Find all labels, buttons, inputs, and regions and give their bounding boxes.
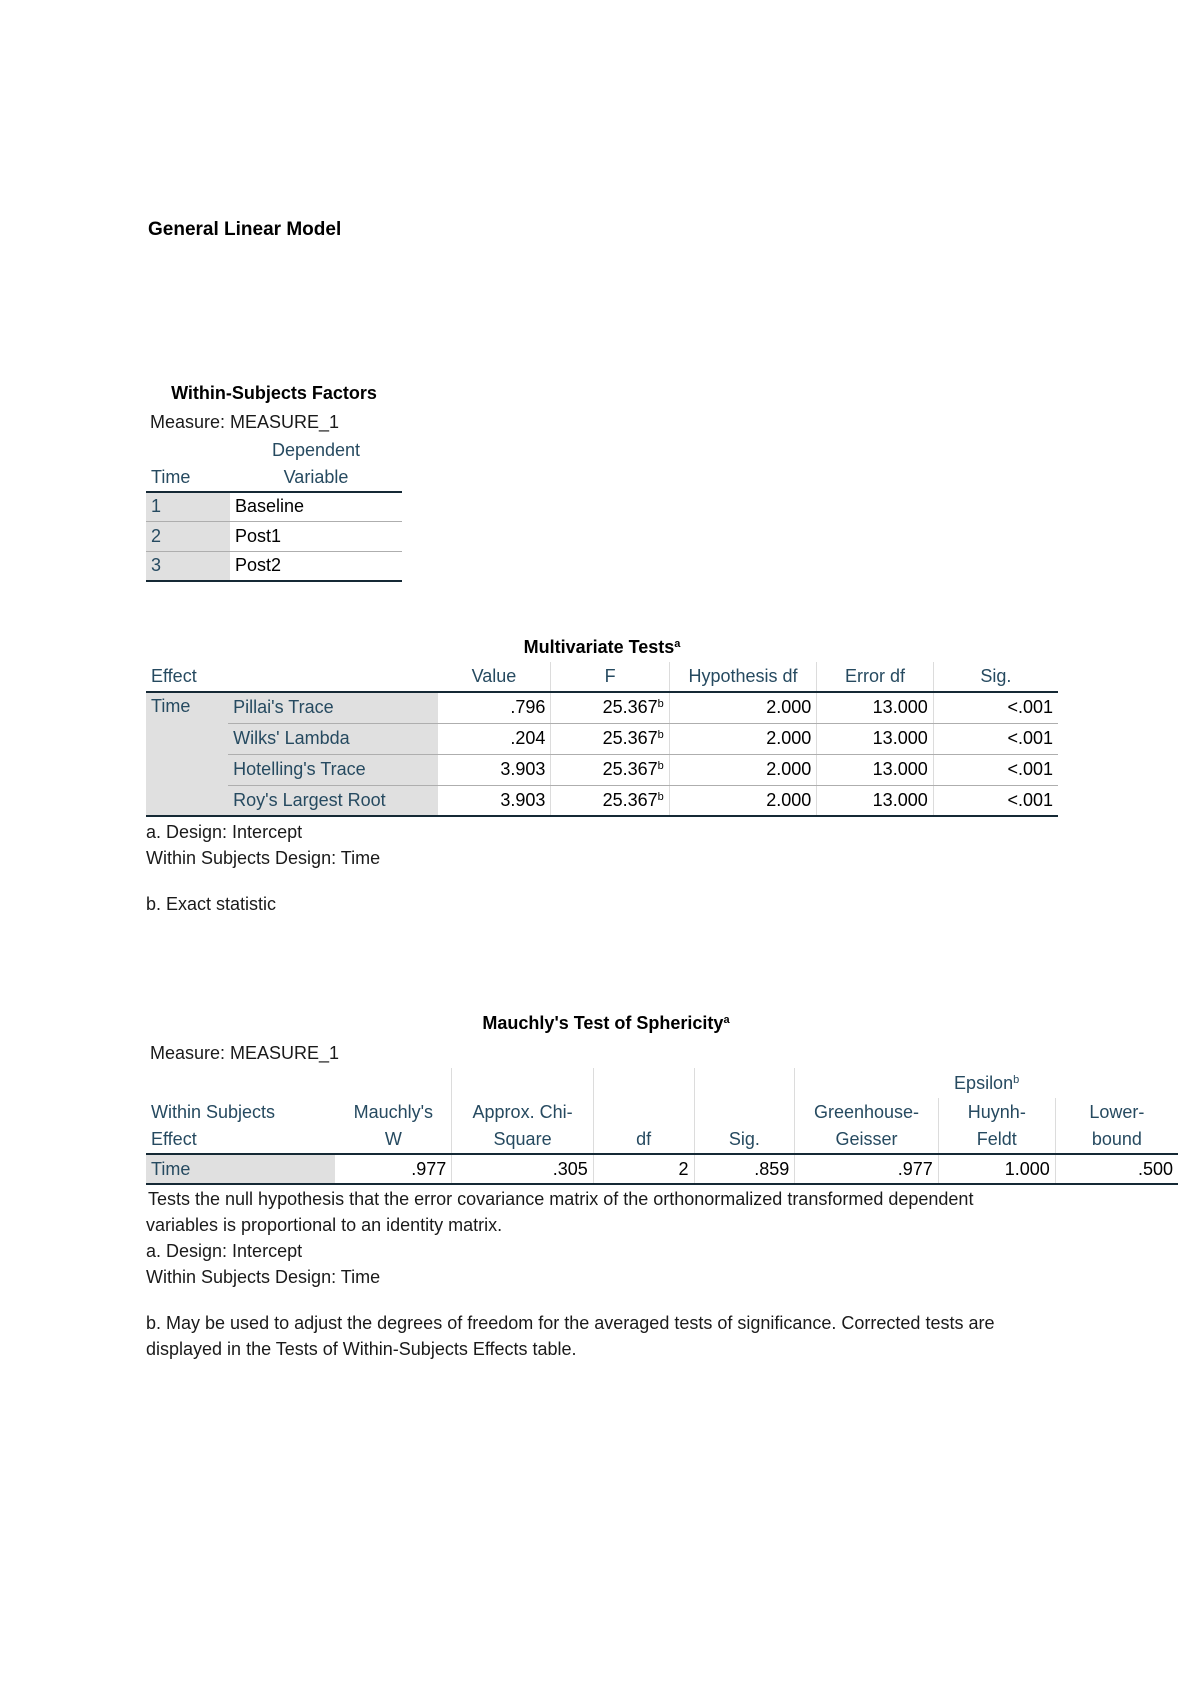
mauchly-gg-cell: .977: [795, 1154, 939, 1184]
mv-sig-cell: <.001: [933, 723, 1058, 754]
mauchly-footnote-a2: Within Subjects Design: Time: [146, 1267, 381, 1287]
mauchly-footnote-b2: displayed in the Tests of Within-Subjects Effects table.: [146, 1339, 577, 1359]
mv-col-effect: Effect: [151, 666, 197, 686]
table-row: [146, 754, 1058, 785]
mv-sig-cell: <.001: [933, 692, 1058, 723]
mv-f-cell: 25.367$^b$: [551, 754, 669, 785]
wsf-var-cell: Post1: [230, 521, 402, 551]
mv-footnote-b: b. Exact statistic: [146, 894, 277, 914]
mv-hyp-df-cell: 2.000: [669, 692, 816, 723]
mauchly-col-chi-2: Square: [452, 1126, 593, 1154]
mv-footnote-a1: a. Design: Intercept: [146, 822, 303, 842]
mv-hyp-df-cell: 2.000: [669, 785, 816, 816]
wsf-col-time: Time: [151, 467, 191, 487]
mv-f-cell: 25.367$^b$: [551, 692, 669, 723]
mauchly-col-effect-2: Effect: [151, 1129, 197, 1149]
mauchly-col-gg-2: Geisser: [795, 1126, 939, 1154]
mv-test-cell: Hotelling's Trace: [228, 754, 437, 785]
table-row: [146, 521, 402, 551]
mv-hyp-df-cell: 2.000: [669, 754, 816, 785]
mv-col-sig: Sig.: [980, 666, 1012, 686]
mv-f-cell: 25.367$^b$: [551, 785, 669, 816]
wsf-var-cell: Baseline: [230, 492, 402, 521]
wsf-table: [146, 436, 402, 582]
mv-hyp-df-cell: 2.000: [669, 723, 816, 754]
mauchly-col-sig: Sig.: [694, 1126, 795, 1154]
mv-value-cell: .204: [438, 723, 551, 754]
mauchly-col-gg-1: Greenhouse-: [795, 1098, 939, 1126]
mv-sig-cell: <.001: [933, 754, 1058, 785]
mauchly-footnote-b1: b. May be used to adjust the degrees of freedom for the averaged tests of significance. Corrected tests are: [146, 1313, 995, 1333]
mauchly-col-lb-1: Lower-: [1089, 1101, 1145, 1122]
mauchly-col-w-1: Mauchly's: [335, 1098, 452, 1126]
mv-value-cell: 3.903: [438, 754, 551, 785]
mv-err-df-cell: 13.000: [817, 723, 933, 754]
table-row: [146, 785, 1058, 816]
table-row: [146, 723, 1058, 754]
mv-f-cell: 25.367$^b$: [551, 723, 669, 754]
wsf-col-dep-2: Variable: [283, 467, 349, 487]
mv-err-df-cell: 13.000: [817, 692, 933, 723]
wsf-measure: Measure: MEASURE_1: [150, 412, 340, 432]
mv-title: Multivariate Tests$^a$: [523, 637, 681, 657]
mauchly-test: [146, 1008, 1178, 1362]
mauchly-measure: Measure: MEASURE_1: [150, 1043, 340, 1063]
mauchly-col-chi-1: Approx. Chi-: [452, 1098, 593, 1126]
mauchly-table: [146, 1068, 1178, 1185]
mauchly-sig-cell: .859: [694, 1154, 795, 1184]
table-row: [146, 692, 1058, 723]
mauchly-footnote-a1: a. Design: Intercept: [146, 1241, 303, 1261]
mv-col-f: F: [551, 662, 669, 692]
wsf-time-cell: 2: [146, 521, 230, 551]
mv-test-cell: Roy's Largest Root: [228, 785, 437, 816]
mv-table: [146, 662, 1058, 817]
page-heading: General Linear Model: [148, 219, 342, 240]
wsf-title: Within-Subjects Factors: [171, 383, 377, 403]
mauchly-w-cell: .977: [335, 1154, 452, 1184]
mv-test-cell: Wilks' Lambda: [228, 723, 437, 754]
mauchly-note-2: variables is proportional to an identity matrix.: [146, 1215, 503, 1235]
mv-footnote-a2: Within Subjects Design: Time: [146, 848, 381, 868]
mauchly-df-cell: 2: [593, 1154, 694, 1184]
mv-err-df-cell: 13.000: [817, 754, 933, 785]
multivariate-tests: [146, 632, 1058, 917]
table-row: [146, 1154, 1178, 1184]
mauchly-col-effect-1: Within Subjects: [151, 1101, 276, 1122]
mauchly-note-1: Tests the null hypothesis that the error covariance matrix of the orthonormalized transformed dependent: [148, 1189, 974, 1209]
mauchly-effect-cell: Time: [146, 1154, 335, 1184]
mv-col-hyp-df: Hypothesis df: [669, 662, 816, 692]
table-row: [146, 551, 402, 581]
mv-col-value: Value: [438, 662, 551, 692]
mauchly-col-df: df: [593, 1126, 694, 1154]
mv-value-cell: 3.903: [438, 785, 551, 816]
wsf-var-cell: Post2: [235, 555, 282, 576]
mauchly-title: Mauchly's Test of Sphericity$^a$: [482, 1013, 730, 1033]
mv-sig-cell: <.001: [1007, 789, 1053, 810]
wsf-time-cell: 3: [146, 551, 230, 581]
mauchly-hf-cell: 1.000: [938, 1154, 1055, 1184]
mauchly-lb-cell: .500: [1137, 1158, 1173, 1179]
mauchly-chi-cell: .305: [452, 1154, 593, 1184]
mv-err-df-cell: 13.000: [817, 785, 933, 816]
within-subjects-factors: [146, 378, 402, 582]
mauchly-col-w-2: W: [335, 1126, 452, 1154]
wsf-time-cell: 1: [146, 492, 230, 521]
mauchly-col-lb-2: bound: [1091, 1129, 1142, 1149]
mauchly-epsilon: Epsilon$^b$: [954, 1072, 1020, 1093]
mv-col-err-df: Error df: [817, 662, 933, 692]
wsf-col-dep-1: Dependent: [271, 439, 361, 460]
mv-effect-cell: Time: [146, 692, 228, 816]
mauchly-col-hf-1: Huynh-: [938, 1098, 1055, 1126]
mv-value-cell: .796: [438, 692, 551, 723]
mv-test-cell: Pillai's Trace: [228, 692, 437, 723]
table-row: [146, 492, 402, 521]
mauchly-col-hf-2: Feldt: [938, 1126, 1055, 1154]
